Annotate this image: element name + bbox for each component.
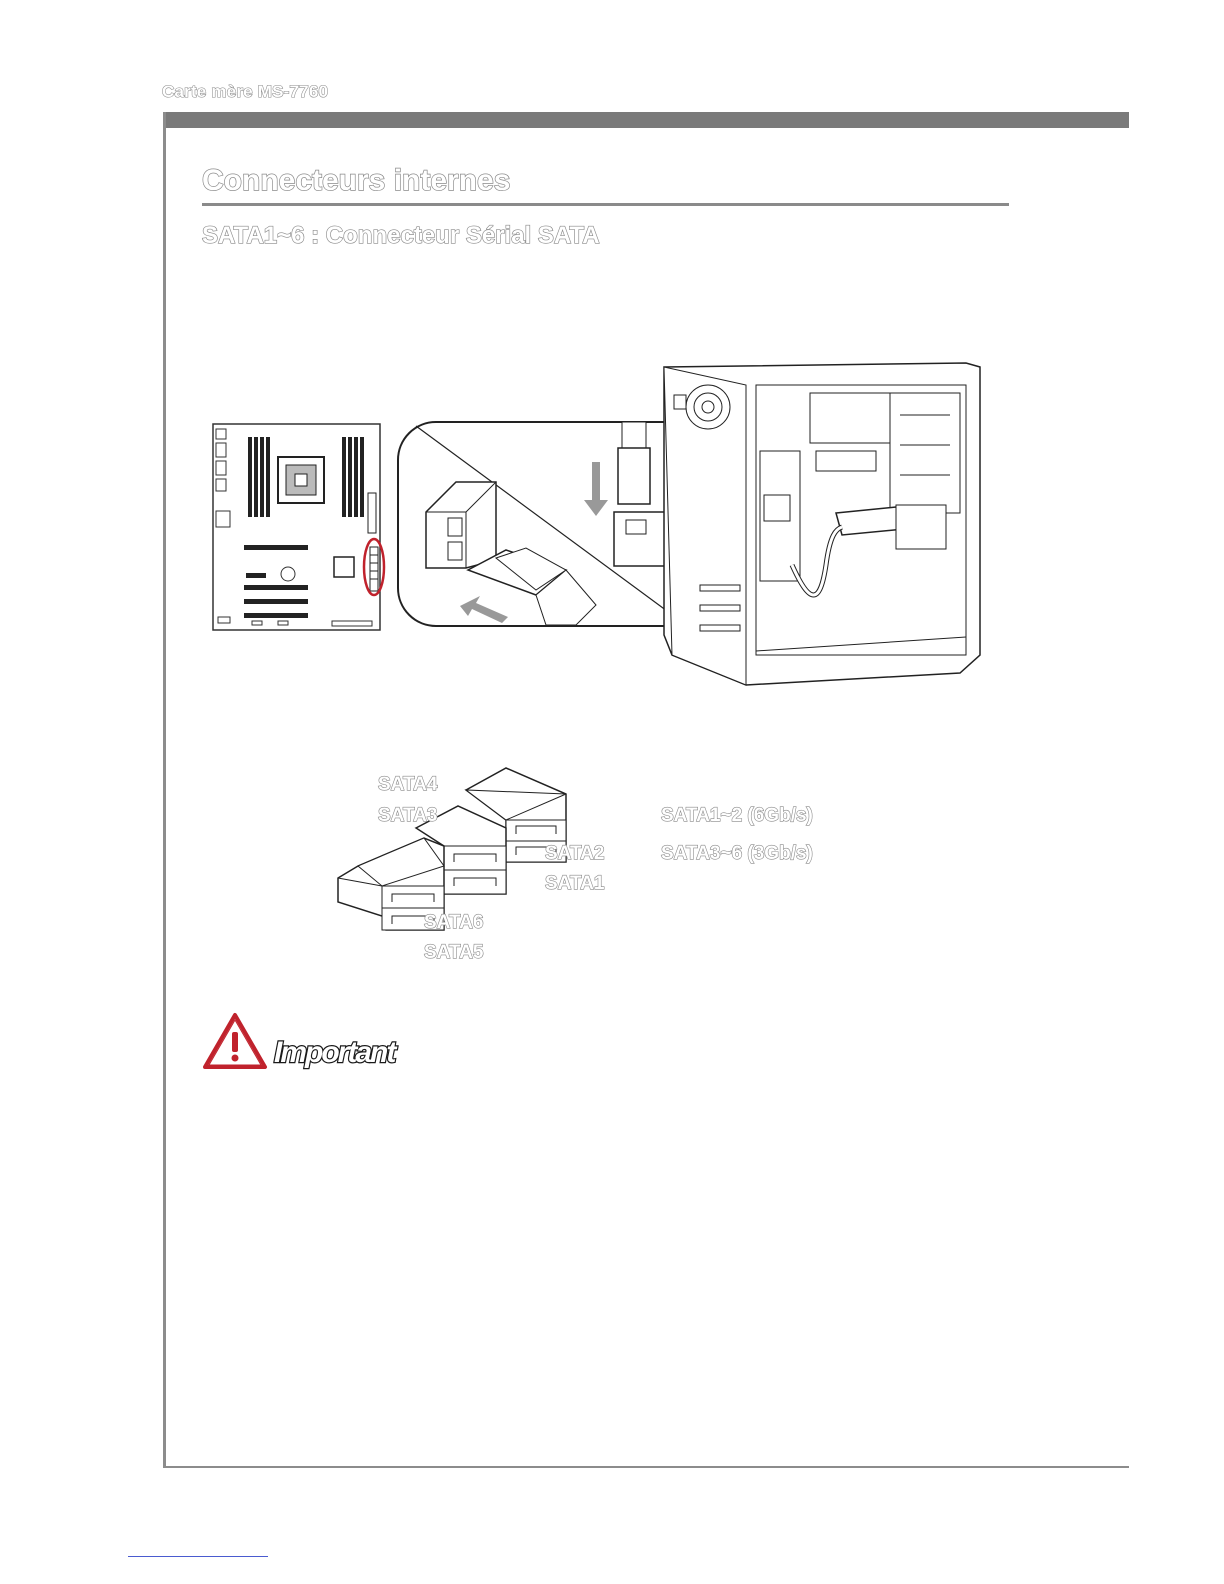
label-sata1: SATA1: [545, 873, 605, 894]
label-sata5: SATA5: [424, 942, 484, 963]
bottom-rule: [163, 1466, 1129, 1468]
warning-icon: [202, 1012, 268, 1070]
label-sata2: SATA2: [545, 843, 605, 864]
speed-legend-line-1: SATA1~2 (6Gb/s): [661, 805, 813, 826]
left-margin-rule: [163, 112, 166, 1468]
running-header: Carte mère MS-7760: [162, 82, 329, 101]
label-sata6: SATA6: [424, 912, 484, 933]
section-subtitle: SATA1~6 : Connecteur Sérial SATA: [202, 222, 600, 249]
pc-case-diagram: [660, 355, 985, 687]
speed-legend-line-2: SATA3~6 (3Gb/s): [661, 843, 813, 864]
label-sata3: SATA3: [378, 805, 438, 826]
motherboard-diagram: [212, 423, 382, 633]
title-underline: [202, 203, 1009, 206]
sata-connector-stack: [336, 766, 576, 936]
label-sata4: SATA4: [378, 774, 438, 795]
header-bar: [163, 112, 1129, 128]
section-title: Connecteurs internes: [202, 164, 511, 197]
important-label: Important: [274, 1036, 395, 1069]
footer-link-underline[interactable]: [128, 1556, 268, 1557]
